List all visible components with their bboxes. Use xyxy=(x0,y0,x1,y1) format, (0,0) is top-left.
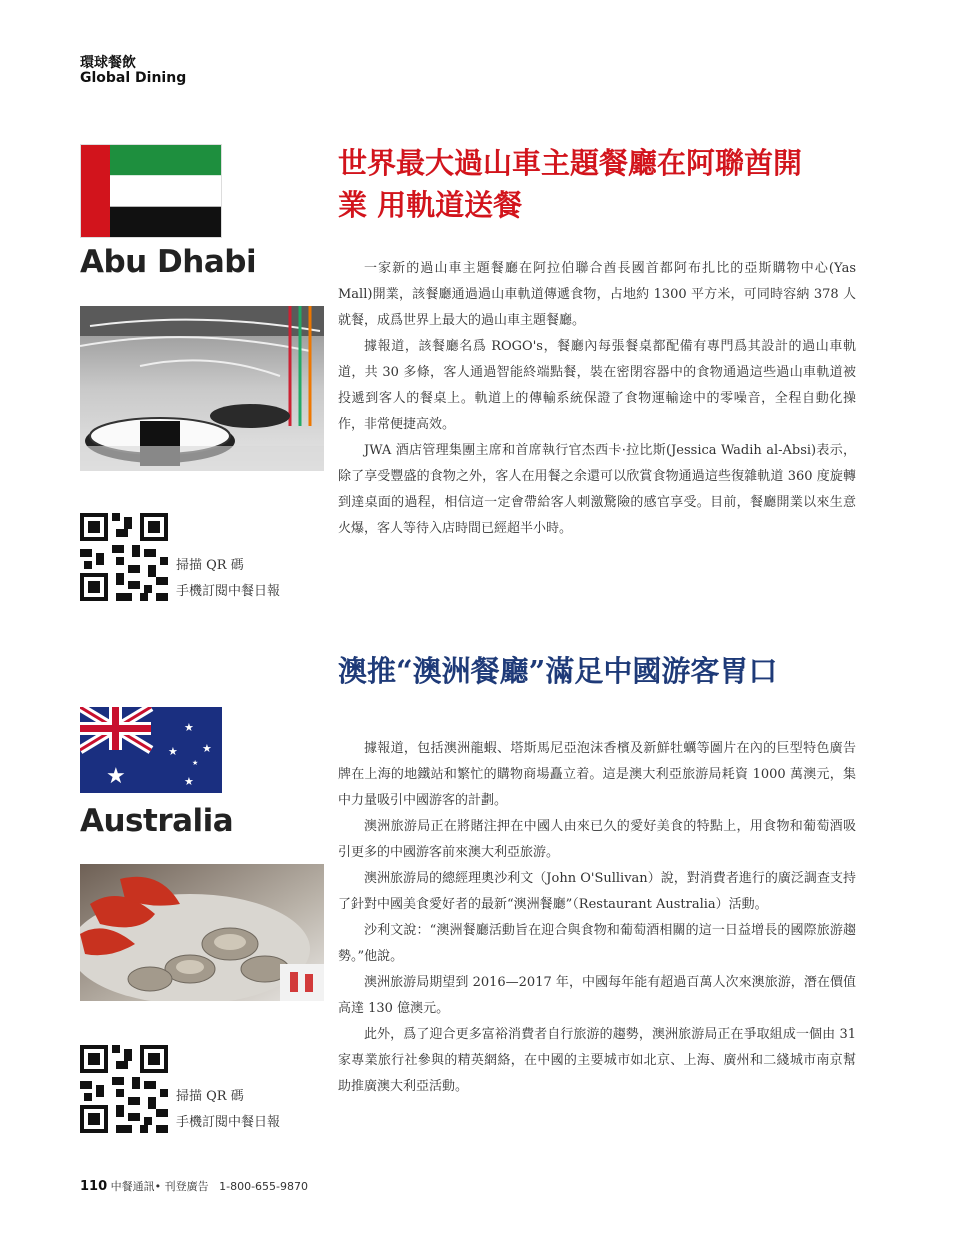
paragraph: JWA 酒店管理集團主席和首席執行官杰西卡·拉比斯(Jessica Wadih al-Absi)表示，除了享受豐盛的食物之外，客人在用餐之余還可以欣賞食物通過這些復雜軌道 360 度旋轉到達桌面的過程，相信這一定會帶給客人刺激驚險的感官享受。目前，餐廳開業以來生意火爆，客人等待入店時間已經超半小時。 xyxy=(338,443,856,536)
headline-line-1: 世界最大過山車主題餐廳在阿聯酋開 xyxy=(338,146,803,180)
svg-text:★: ★ xyxy=(192,759,199,767)
paragraph: 一家新的過山車主題餐廳在阿拉伯聯合酋長國首都阿布扎比的亞斯購物中心(Yas Mall)開業，該餐廳通過過山車軌道傳遞食物，占地約 1300 平方米，可同時容納 378 人就餐，成爲世界上最大的過山車主題餐廳。 xyxy=(338,261,856,328)
phone-number[interactable]: 1-800-655-9870 xyxy=(219,1180,309,1193)
article-headline: 澳推“澳洲餐廳”滿足中國游客胃口 xyxy=(338,654,778,688)
restaurant-photo xyxy=(80,306,324,471)
paragraph: 澳洲旅游局期望到 2016—2017 年，中國每年能有超過百萬人次來澳旅游，潛在價值高達 130 億澳元。 xyxy=(338,975,856,1016)
svg-text:★: ★ xyxy=(184,721,194,734)
uae-flag-icon xyxy=(80,144,222,238)
svg-text:★: ★ xyxy=(168,745,178,758)
article-headline xyxy=(338,142,858,226)
qr-code-icon[interactable] xyxy=(80,1045,168,1133)
qr-code-icon[interactable] xyxy=(80,513,168,601)
paragraph: 據報道，包括澳洲龍蝦、塔斯馬尼亞泡沫香檳及新鮮牡蠣等圖片在內的巨型特色廣告牌在上海的地鐵站和繁忙的購物商場矗立着。這是澳大利亞旅游局耗資 1000 萬澳元，集中力量吸引中國游客的計劃。 xyxy=(338,741,856,808)
page-number: 110 xyxy=(80,1179,108,1194)
paragraph: 據報道，該餐廳名爲 ROGO's，餐廳內每張餐桌都配備有專門爲其設計的過山車軌道，共 30 多條，客人通過智能終端點餐，裝在密閉容器中的食物通過這些過山車軌道被投遞到客人的餐桌上。軌道上的傳輸系統保證了食物運輸途中的零噪音，全程自動化操作，非常便捷高效。 xyxy=(338,339,856,432)
qr-caption-line2: 手機訂閱中餐日報 xyxy=(176,584,281,599)
qr-caption-line1: 掃描 QR 碼 xyxy=(176,558,244,573)
svg-text:★: ★ xyxy=(202,742,212,755)
svg-text:★: ★ xyxy=(184,775,194,788)
paragraph: 澳洲旅游局的總經理奧沙利文（John O'Sullivan）說，對消費者進行的廣泛調查支持了針對中國美食愛好者的最新“澳洲餐廳”（Restaurant Australia）活動。 xyxy=(338,871,856,912)
headline-line-2: 業 用軌道送餐 xyxy=(338,188,523,222)
city-name: Australia xyxy=(80,803,234,839)
article-body xyxy=(338,736,856,1100)
svg-text:★: ★ xyxy=(106,764,126,789)
page-footer xyxy=(80,1178,308,1194)
qr-caption-line2: 手機訂閱中餐日報 xyxy=(176,1115,281,1130)
paragraph: 此外，爲了迎合更多富裕消費者自行旅游的趨勢，澳洲旅游局正在爭取組成一個由 31 家專業旅行社參與的精英網絡，在中國的主要城市如北京、上海、廣州和二綫城市南京幫助推廣澳大利亞活動。 xyxy=(338,1027,856,1094)
paragraph: 澳洲旅游局正在將賭注押在中國人由來已久的愛好美食的特點上，用食物和葡萄酒吸引更多的中國游客前來澳大利亞旅游。 xyxy=(338,819,856,860)
seafood-photo xyxy=(80,864,324,1001)
qr-caption-line1: 掃描 QR 碼 xyxy=(176,1089,244,1104)
section-title-en: Global Dining xyxy=(80,70,187,86)
australia-flag-icon xyxy=(80,707,222,793)
article-body xyxy=(338,256,856,542)
paragraph: 沙利文說：“澳洲餐廳活動旨在迎合與食物和葡萄酒相關的這一日益增長的國際旅游趨勢。”他說。 xyxy=(338,923,856,964)
section-title-zh: 環球餐飲 xyxy=(80,55,136,71)
publication-name: 中餐通訊• 刊登廣告 xyxy=(110,1180,209,1193)
city-name: Abu Dhabi xyxy=(80,244,257,280)
